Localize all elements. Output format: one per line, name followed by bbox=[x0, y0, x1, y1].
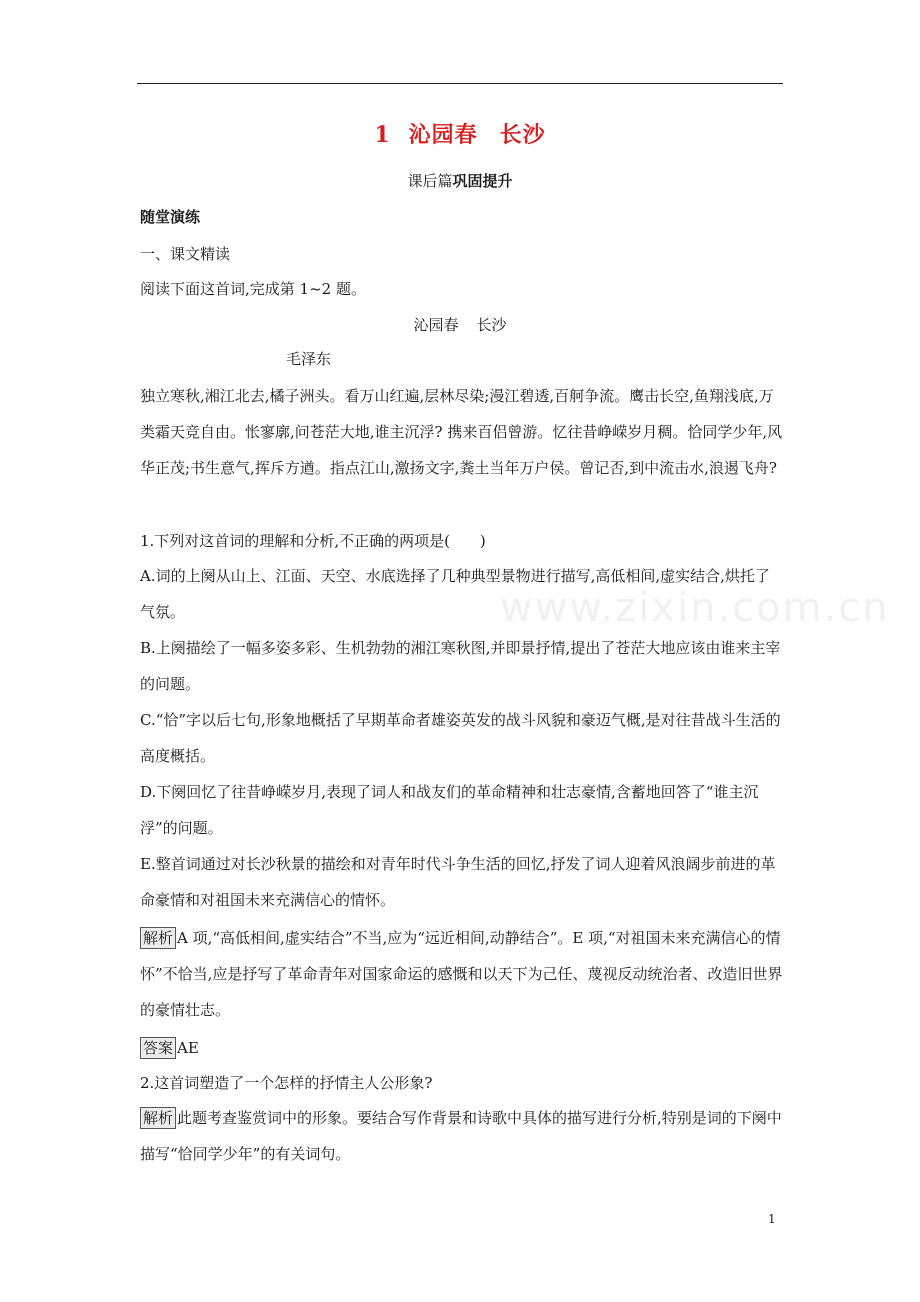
question-1-option-e: E.整首词通过对长沙秋景的描绘和对青年时代斗争生活的回忆,抒发了词人迎着风浪阔步前进的革命豪情和对祖国未来充满信心的情怀。 bbox=[140, 855, 776, 909]
question-1-option-b: B.上阕描绘了一幅多姿多彩、生机勃勃的湘江寒秋图,并即景抒情,提出了苍茫大地应该由谁来主宰的问题。 bbox=[140, 639, 781, 693]
title-part-1: 沁园春 bbox=[408, 122, 478, 148]
watermark-logo: www.zixin.com.cn bbox=[500, 585, 890, 631]
analysis-tag: 解析 bbox=[140, 1107, 176, 1129]
poem-author: 毛泽东 bbox=[286, 350, 332, 368]
question-1-option-c: C.“恰”字以后七句,形象地概括了早期革命者雄姿英发的战斗风貌和豪迈气概,是对往昔战斗生活的高度概括。 bbox=[140, 711, 781, 765]
page-number: 1 bbox=[768, 1212, 776, 1226]
question-2-analysis bbox=[140, 1100, 784, 1172]
poem-title-part-2: 长沙 bbox=[476, 316, 507, 334]
question-2-stem: 2.这首词塑造了一个怎样的抒情主人公形象? bbox=[140, 1074, 433, 1092]
title-part-2: 长沙 bbox=[499, 122, 546, 148]
question-1-option-a: A.词的上阕从山上、江面、天空、水底选择了几种典型景物进行描写,高低相间,虚实结合,烘托了气氛。 bbox=[140, 567, 770, 621]
section-heading: 随堂演练 bbox=[140, 208, 201, 226]
question-1-analysis bbox=[140, 920, 784, 1028]
poem-body: 独立寒秋,湘江北去,橘子洲头。看万山红遍,层林尽染;漫江碧透,百舸争流。鹰击长空,鱼翔浅底,万类霜天竞自由。怅寥廓,问苍茫大地,谁主沉浮? 携来百侣曾游。忆往昔峥嵘岁月稠。恰同学少年,风华正茂;书生意气,挥斥方遒。指点江山,激扬文字,粪土当年万户侯。曾记否,到中流击水,浪遏飞舟? bbox=[140, 387, 783, 477]
document-title bbox=[0, 118, 920, 149]
subsection-heading: 一、课文精读 bbox=[140, 245, 231, 263]
poem-title bbox=[0, 314, 920, 335]
question-1-option-d: D.下阕回忆了往昔峥嵘岁月,表现了词人和战友们的革命精神和壮志豪情,含蓄地回答了“谁主沉浮”的问题。 bbox=[140, 783, 759, 837]
question-1-analysis-text: A 项,“高低相间,虚实结合”不当,应为“远近相间,动静结合”。E 项,“对祖国未来充满信心的情怀”不恰当,应是抒写了革命青年对国家命运的感慨和以天下为己任、蔑视反动统治者、改造旧世界的豪情壮志。 bbox=[140, 929, 783, 1019]
document-subtitle bbox=[0, 170, 920, 191]
instruction-text: 阅读下面这首词,完成第 1~2 题。 bbox=[140, 280, 366, 298]
poem-title-part-1: 沁园春 bbox=[413, 316, 459, 334]
question-1-stem: 1.下列对这首词的理解和分析,不正确的两项是( ) bbox=[140, 532, 486, 550]
subtitle-bold: 巩固提升 bbox=[452, 172, 513, 190]
lesson-number: 1 bbox=[374, 122, 391, 148]
subtitle-normal: 课后篇 bbox=[407, 172, 453, 190]
question-2-analysis-text: 此题考查鉴赏词中的形象。要结合写作背景和诗歌中具体的描写进行分析,特别是词的下阕中描写“恰同学少年”的有关词句。 bbox=[140, 1109, 782, 1163]
analysis-tag: 解析 bbox=[140, 927, 176, 949]
question-1-answer-text: AE bbox=[177, 1039, 199, 1057]
question-1-answer bbox=[140, 1030, 784, 1066]
answer-tag: 答案 bbox=[140, 1037, 176, 1059]
header-rule bbox=[137, 83, 783, 84]
